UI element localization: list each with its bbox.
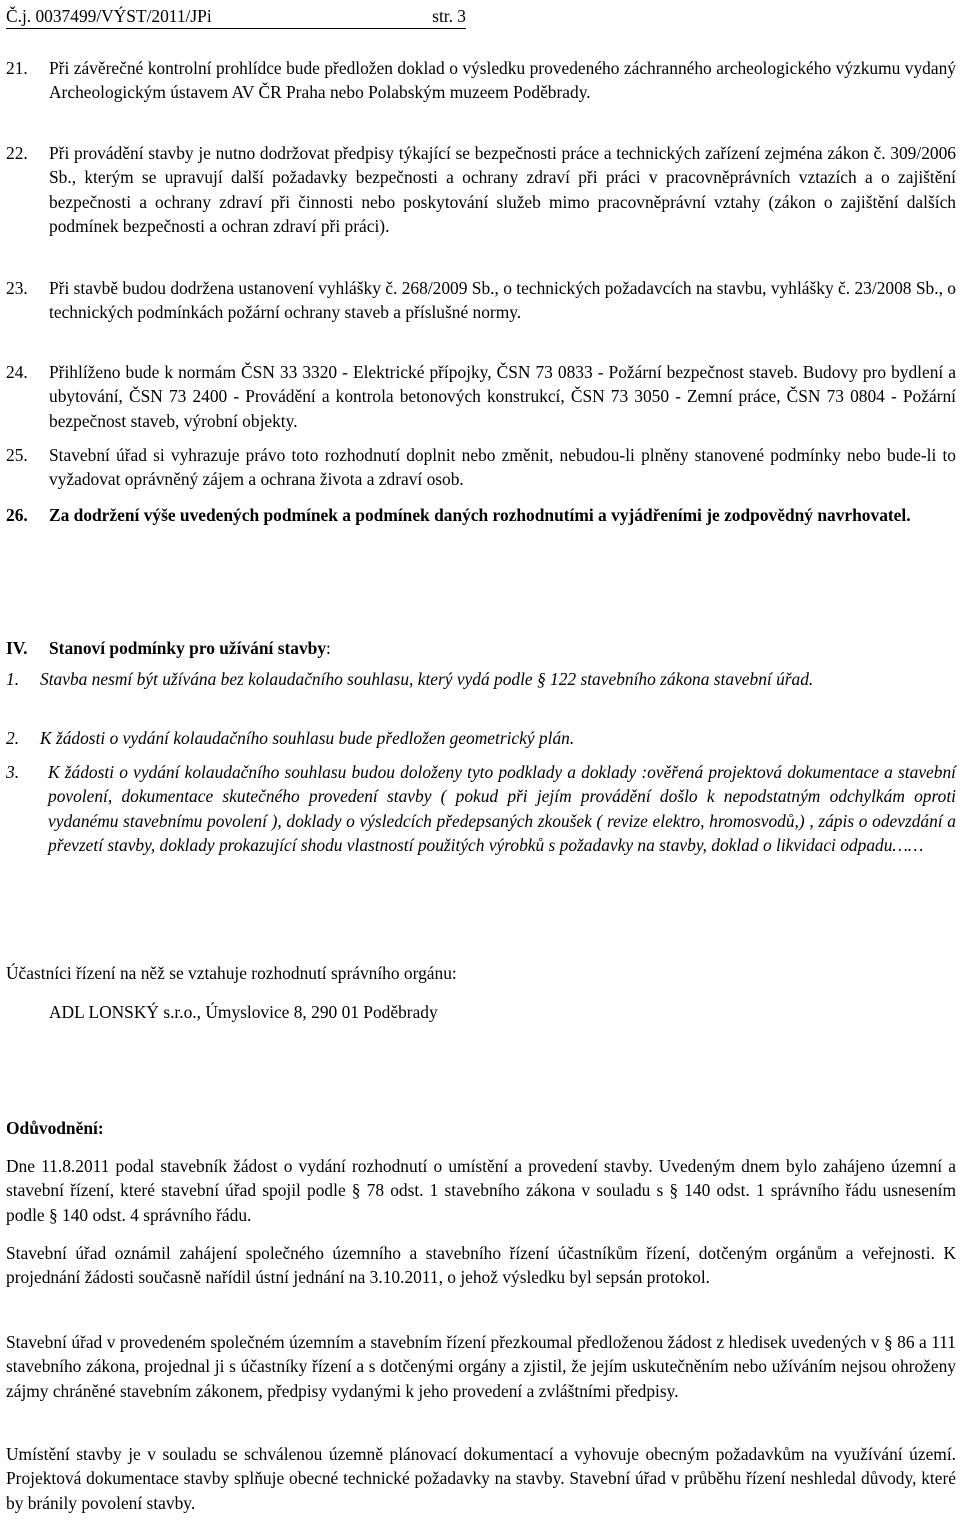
condition-text: Při závěrečné kontrolní prohlídce bude předložen doklad o výsledku provedeného záchranného archeologického výzkumu vydaný Archeologickým ústavem AV ČR Praha nebo Polabským muzeem Poděbrady. [49, 58, 956, 103]
condition-text: Stavební úřad si vyhrazuje právo toto rozhodnutí doplnit nebo změnit, nebudou-li plněny stanovené podmínky nebo bude-li to vyžadovat oprávněný zájem a ochrana života a zdraví osob. [49, 445, 956, 490]
reasoning-paragraph-1 [6, 1154, 956, 1227]
reference-number: Č.j. 0037499/VÝST/2011/JPi [6, 6, 212, 26]
paragraph-text: Stavební úřad oznámil zahájení společného územního a stavebního řízení účastníkům řízení, dotčeným orgánům a veřejnosti. K projednání žádosti současně nařídil ústní jednání na 3.10.2011, o jehož výsledku byl sepsán protokol. [6, 1243, 956, 1288]
reasoning-title: Odůvodnění: [6, 1118, 104, 1138]
use-condition-number: 2. [6, 728, 20, 748]
use-condition-2 [6, 726, 956, 750]
page-header [6, 2, 466, 29]
use-condition-text: Stavba nesmí být užívána bez kolaudačního souhlasu, který vydá podle § 122 stavebního zákona stavební úřad. [40, 669, 814, 689]
condition-number: 21. [6, 58, 28, 78]
paragraph-text: Dne 11.8.2011 podal stavebník žádost o vydání rozhodnutí o umístění a provedení stavby. Uvedeným dnem bylo zahájeno územní a stavební řízení, které stavební úřad spojil podle § 78 odst. 1 stavebního zákona v souladu s § 140 odst. 1 správního řádu usnesením podle § 140 odst. 4 správního řádu. [6, 1156, 956, 1225]
use-condition-number: 1. [6, 669, 20, 689]
use-condition-1 [6, 667, 956, 691]
condition-23 [6, 276, 956, 325]
participants-label: Účastníci řízení na něž se vztahuje rozhodnutí správního orgánu: [6, 963, 457, 983]
use-condition-text: K žádosti o vydání kolaudačního souhlasu bude předložen geometrický plán. [40, 728, 575, 748]
use-condition-number: 3. [6, 762, 20, 782]
condition-number: 26. [6, 505, 28, 525]
section-number: IV. [6, 638, 28, 658]
condition-number: 24. [6, 362, 28, 382]
condition-26 [6, 503, 956, 527]
section-title-colon: : [326, 638, 331, 658]
condition-24 [6, 360, 956, 433]
paragraph-text: Stavební úřad v provedeném společném územním a stavebním řízení přezkoumal předloženou žádost z hledisek uvedených v § 86 a 111 stavebního zákona, projednal ji s účastníky řízení a s dotčenými orgány a zjistil, že jejím uskutečněním nebo užíváním nejsou ohroženy zájmy chráněné stavebním zákonem, předpisy vydanými k jeho provedení a zvláštními předpisy. [6, 1332, 956, 1401]
condition-text: Při provádění stavby je nutno dodržovat předpisy týkající se bezpečnosti práce a technických zařízení zejména zákon č. 309/2006 Sb., kterým se upravují další požadavky bezpečnosti a ochrany zdraví při práci v pracovněprávních vztazích a o zajištění bezpečnosti a ochrany zdraví při činnosti nebo poskytování služeb mimo pracovněprávní vztahy (zákon o zajištění dalších podmínek bezpečnosti a ochran zdraví při práci). [49, 143, 956, 237]
participant-name: ADL LONSKÝ s.r.o., Úmyslovice 8, 290 01 Poděbrady [49, 1002, 438, 1022]
paragraph-text: Umístění stavby je v souladu se schválenou územně plánovací dokumentací a vyhovuje obecným požadavkům na využívání území. Projektová dokumentace stavby splňuje obecné technické požadavky na stavby. Stavební úřad v průběhu řízení neshledal důvody, které by bránily povolení stavby. [6, 1444, 956, 1513]
condition-text: Při stavbě budou dodržena ustanovení vyhlášky č. 268/2009 Sb., o technických požadavcích na stavbu, vyhlášky č. 23/2008 Sb., o technických podmínkách požární ochrany staveb a příslušné normy. [49, 278, 956, 323]
condition-25 [6, 443, 956, 492]
reasoning-paragraph-3 [6, 1330, 956, 1403]
use-condition-3 [6, 760, 956, 858]
reasoning-paragraph-2 [6, 1241, 956, 1290]
condition-text: Za dodržení výše uvedených podmínek a podmínek daných rozhodnutími a vyjádřeními je zodpovědný navrhovatel. [49, 505, 911, 525]
condition-number: 25. [6, 445, 28, 465]
condition-21 [6, 56, 956, 105]
reasoning-paragraph-4 [6, 1442, 956, 1515]
section-iv-heading [6, 636, 956, 660]
section-title: Stanoví podmínky pro užívání stavby [49, 638, 327, 658]
use-condition-text: K žádosti o vydání kolaudačního souhlasu budou doloženy tyto podklady a doklady :ověřená projektová dokumentace a stavební povolení, dokumentace skutečného provedení stavby ( pokud při jejím provádění došlo k nepodstatným odchylkám oproti vydanému stavebnímu povolení ), doklady o výsledcích předepsaných zkoušek ( revize elektro, hromosvodů,) , zápis o odevzdání a převzetí stavby, doklady prokazující shodu vlastností použitých výrobků s požadavky na stavby, doklad o likvidaci odpadu…… [48, 762, 956, 856]
condition-text: Přihlíženo bude k normám ČSN 33 3320 - Elektrické přípojky, ČSN 73 0833 - Požární bezpečnost staveb. Budovy pro bydlení a ubytování, ČSN 73 2400 - Provádění a kontrola betonových konstrukcí, ČSN 73 3050 - Zemní práce, ČSN 73 0804 - Požární bezpečnost staveb, výrobní objekty. [49, 362, 956, 431]
condition-number: 22. [6, 143, 28, 163]
condition-22 [6, 141, 956, 239]
condition-number: 23. [6, 278, 28, 298]
page-number: str. 3 [432, 6, 466, 26]
